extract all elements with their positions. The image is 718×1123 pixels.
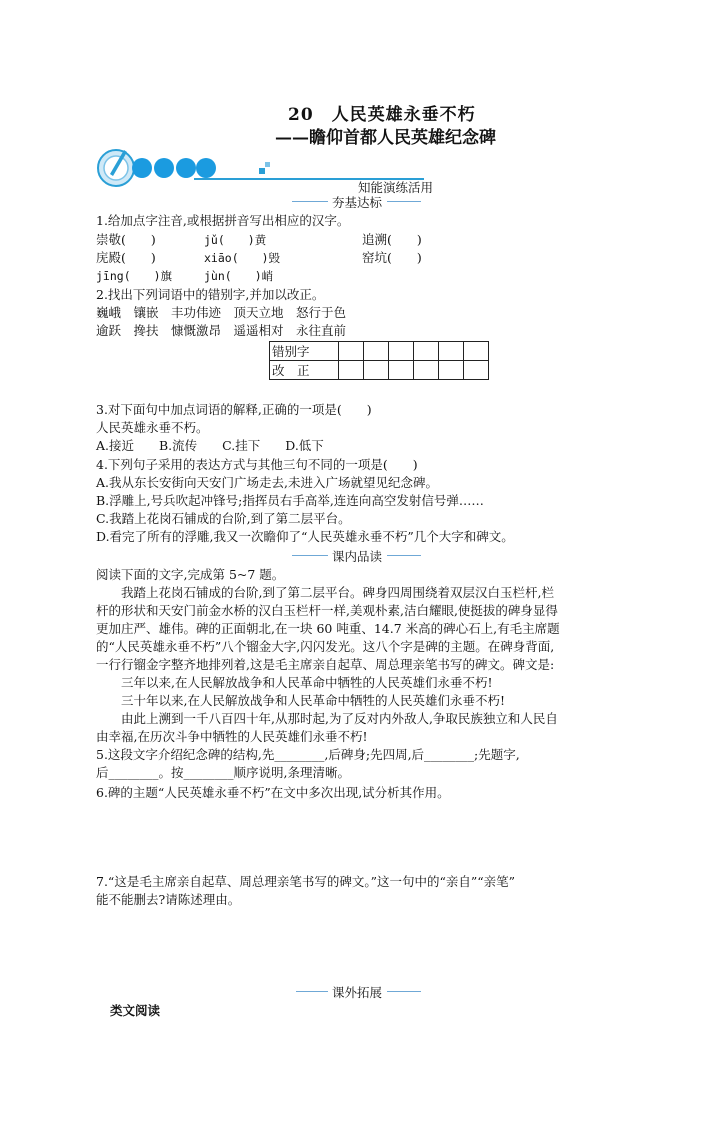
section-heading-extension: 课外拓展 bbox=[332, 985, 383, 1000]
passage-line: 更加庄严、雄伟。碑的正面朝北,在一块 60 吨重、14.7 米高的碑心石上,有毛主席题 bbox=[96, 621, 560, 636]
q6-stem: 6.碑的主题“人民英雄永垂不朽”在文中多次出现,试分析其作用。 bbox=[96, 785, 450, 800]
answer-cell[interactable] bbox=[464, 361, 489, 380]
page-subtitle: ——瞻仰首都人民英雄纪念碑 bbox=[275, 128, 496, 148]
answer-cell[interactable] bbox=[339, 361, 364, 380]
answer-cell[interactable] bbox=[464, 342, 489, 361]
q1-item: jùn( )峭 bbox=[204, 269, 274, 283]
answer-cell[interactable] bbox=[389, 342, 414, 361]
q1-item: 追溯( ) bbox=[362, 232, 422, 247]
section-divider-right bbox=[387, 201, 421, 202]
q3-stem: 3.对下面句中加点词语的解释,正确的一项是( ) bbox=[96, 402, 372, 417]
page-title: 20 人民英雄永垂不朽 bbox=[288, 105, 476, 125]
passage-line: 三年以来,在人民解放战争和人民革命中牺牲的人民英雄们永垂不朽! bbox=[121, 675, 493, 690]
q7-line: 7.“这是毛主席亲自起草、周总理亲笔书写的碑文。”这一句中的“亲自”“亲笔” bbox=[96, 874, 516, 889]
q4-stem: 4.下列句子采用的表达方式与其他三句不同的一项是( ) bbox=[96, 457, 418, 472]
passage-line: 杆的形状和天安门前金水桥的汉白玉栏杆一样,美观朴素,洁白耀眼,使挺拔的碑身显得 bbox=[96, 603, 558, 618]
section-divider-left bbox=[292, 555, 328, 556]
table-header: 错别字 bbox=[270, 342, 339, 361]
q1-item: 崇敬( ) bbox=[96, 232, 156, 247]
answer-cell[interactable] bbox=[364, 361, 389, 380]
q3-sentence: 人民英雄永垂不朽。 bbox=[96, 420, 209, 435]
answer-cell[interactable] bbox=[364, 342, 389, 361]
q2-stem: 2.找出下列词语中的错别字,并加以改正。 bbox=[96, 287, 325, 302]
reading-intro: 阅读下面的文字,完成第 5~7 题。 bbox=[96, 567, 285, 582]
correction-table bbox=[269, 341, 489, 380]
q1-item: 窑坑( ) bbox=[362, 250, 422, 265]
section-heading-basic: 夯基达标 bbox=[332, 195, 383, 210]
section-divider-left bbox=[296, 991, 328, 992]
answer-cell[interactable] bbox=[414, 361, 439, 380]
passage-line: 由此上溯到一千八百四十年,从那时起,为了反对内外敌人,争取民族独立和人民自 bbox=[121, 711, 558, 726]
q5-line: 5.这段文字介绍纪念碑的结构,先________,后碑身;先四周,后________;先题字, bbox=[96, 747, 520, 762]
passage-line: 一行行镏金字整齐地排列着,这是毛主席亲自起草、周总理亲笔书写的碑文。碑文是: bbox=[96, 657, 555, 672]
answer-cell[interactable] bbox=[389, 361, 414, 380]
table-header: 改 正 bbox=[270, 361, 339, 380]
answer-cell[interactable] bbox=[414, 342, 439, 361]
passage-line: 由幸福,在历次斗争中牺牲的人民英雄们永垂不朽! bbox=[96, 729, 368, 744]
banner-label: 知能演练活用 bbox=[358, 180, 434, 195]
answer-cell[interactable] bbox=[439, 342, 464, 361]
section-divider-right bbox=[387, 555, 421, 556]
q5-line: 后________。按________顺序说明,条理清晰。 bbox=[96, 765, 350, 780]
q4-option-b: B.浮雕上,号兵吹起冲锋号;指挥员右手高举,连连向高空发射信号弹…… bbox=[96, 493, 484, 508]
q1-item: jīng( )旗 bbox=[96, 269, 173, 283]
q1-item: 庑殿( ) bbox=[96, 250, 156, 265]
q1-item: jǔ( )黄 bbox=[204, 233, 267, 247]
passage-line: 的“人民英雄永垂不朽”八个镏金大字,闪闪发光。这八个字是碑的主题。在碑身背面, bbox=[96, 639, 555, 654]
section-divider-left bbox=[292, 201, 328, 202]
q3-options: A.接近 B.流传 C.挂下 D.低下 bbox=[96, 438, 324, 453]
q2-words: 巍峨 镶嵌 丰功伟迹 顶天立地 怒行于色 bbox=[96, 305, 347, 320]
q7-line: 能不能删去?请陈述理由。 bbox=[96, 892, 241, 907]
q4-option-d: D.看完了所有的浮雕,我又一次瞻仰了“人民英雄永垂不朽”几个大字和碑文。 bbox=[96, 529, 514, 544]
passage-line: 我踏上花岗石铺成的台阶,到了第二层平台。碑身四周围绕着双层汉白玉栏杆,栏 bbox=[121, 585, 554, 600]
answer-cell[interactable] bbox=[439, 361, 464, 380]
q2-words: 逾跃 搀扶 慷慨激昂 遥遥相对 永往直前 bbox=[96, 323, 347, 338]
q1-stem: 1.给加点字注音,或根据拼音写出相应的汉字。 bbox=[96, 213, 350, 228]
q1-item: xiāo( )毁 bbox=[204, 251, 281, 265]
answer-cell[interactable] bbox=[339, 342, 364, 361]
section-heading-reading: 课内品读 bbox=[332, 549, 383, 564]
extension-label: 类文阅读 bbox=[110, 1003, 161, 1018]
section-divider-right bbox=[387, 991, 421, 992]
passage-line: 三十年以来,在人民解放战争和人民革命中牺牲的人民英雄们永垂不朽! bbox=[121, 693, 505, 708]
q4-option-c: C.我踏上花岗石铺成的台阶,到了第二层平台。 bbox=[96, 511, 351, 526]
q4-option-a: A.我从东长安街向天安门广场走去,未进入广场就望见纪念碑。 bbox=[96, 475, 438, 490]
